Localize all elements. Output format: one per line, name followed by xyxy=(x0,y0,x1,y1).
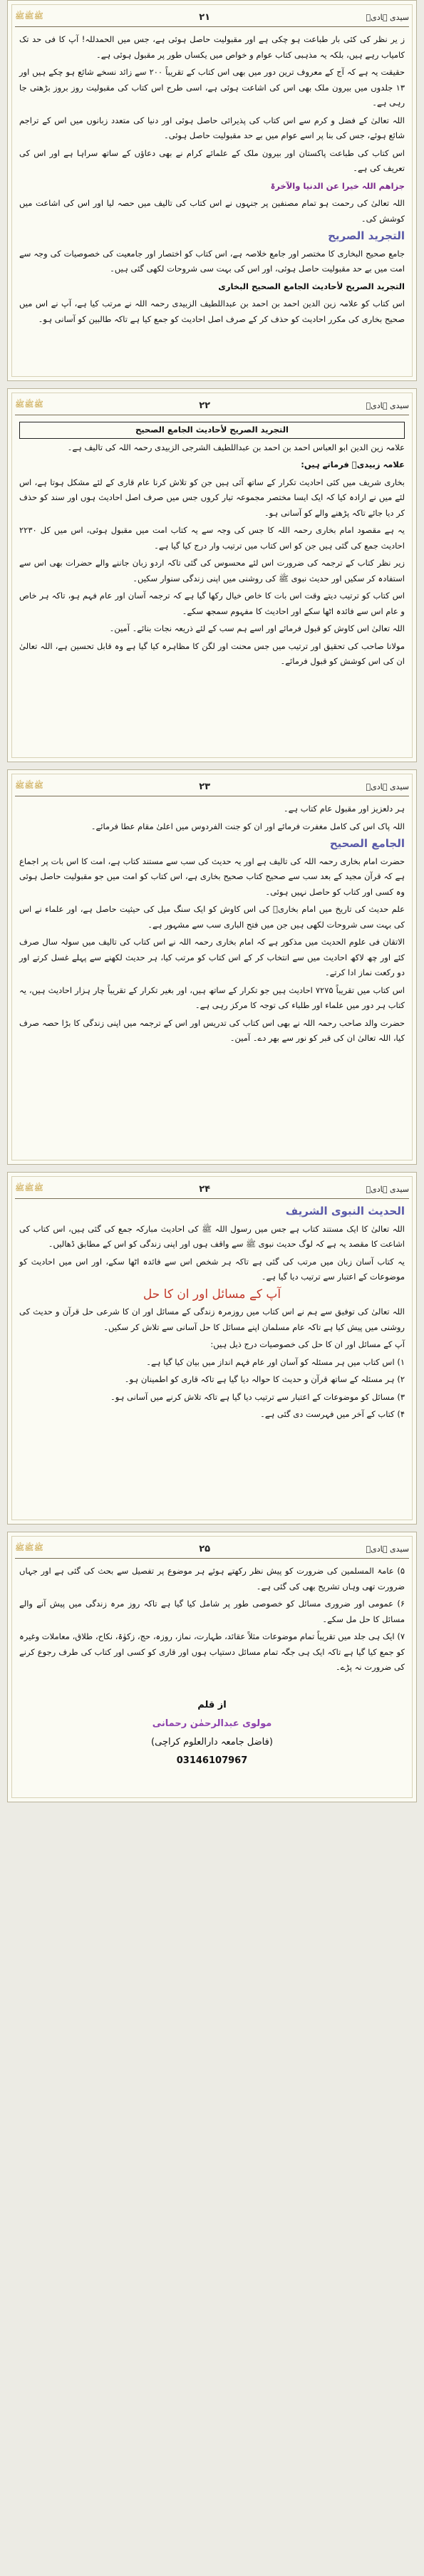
page-number: ۲۴ xyxy=(199,1183,211,1195)
paragraph: علامہ زین الدین ابو العباس احمد بن احمد بن عبداللطیف الشرجی الزبیدی رحمہ اللہ کی تالیف ہے۔ xyxy=(67,442,405,452)
paragraph: جامع صحیح البخاری کا مختصر اور جامع خلاصہ ہے، اس کتاب کو اختصار اور جامعیت کی خصوصیات کی وجہ سے امت میں بے حد مقبولیت حاصل ہوئی، اور اس کی بہت سی شروحات لکھی گئی ہیں۔ xyxy=(19,248,405,274)
book-page-24 xyxy=(7,1172,417,1525)
book-title-line: التجرید الصریح لأحادیث الجامع الصحیح البخاری xyxy=(218,281,405,291)
paragraph: علامہ زبیدیؒ فرماتے ہیں: xyxy=(301,459,405,469)
paragraph: یہ ہے مقصود امام بخاری رحمہ اللہ کا جس کی وجہ سے یہ کتاب امت میں مقبول ہوئی، اس میں کل ۲۲۳۰ احادیث جمع کی گئی ہیں جن کو اس کتاب میں ترتیب وار درج کیا گیا ہے۔ xyxy=(19,525,405,551)
book-page-21 xyxy=(7,0,417,381)
signature-name: مولوی عبدالرحمٰن رحمانی xyxy=(152,1718,272,1729)
header-source-title: سیدی ہادیؒ xyxy=(366,400,409,410)
paragraph: زیر نظر کتاب کے ترجمہ کی ضرورت اس لئے محسوس کی گئی تاکہ اردو زبان جاننے والے حضرات بھی اس سے استفادہ کر سکیں اور حدیث نبوی ﷺ کی روشنی میں اپنی زندگی سنوار سکیں۔ xyxy=(19,558,405,583)
list-item: ۱) اس کتاب میں ہر مسئلہ کو آسان اور عام فہم انداز میں بیان کیا گیا ہے۔ xyxy=(146,1356,405,1367)
header-source-title: سیدی ہادیؒ xyxy=(366,1544,409,1554)
header-flourish: ﷺﷺﷺ xyxy=(15,400,43,409)
paragraph: یہ کتاب آسان زبان میں مرتب کی گئی ہے تاکہ ہر شخص اس سے فائدہ اٹھا سکے، اور اس میں احادیث کو موضوعات کے اعتبار سے ترتیب دیا گیا ہے۔ xyxy=(19,1256,405,1282)
paragraph: اللہ تعالیٰ کا ایک مستند کتاب ہے جس میں رسول اللہ ﷺ کی احادیث مبارکہ جمع کی گئی ہیں، اس کتاب کی اشاعت کا مقصد یہ ہے کہ لوگ حدیث نبوی ﷺ سے واقف ہوں اور اپنی زندگی کو اس کے مطابق ڈھالیں۔ xyxy=(19,1223,405,1249)
header-flourish: ﷺﷺﷺ xyxy=(15,781,43,790)
paragraph: اللہ تعالیٰ اس کاوش کو قبول فرمائے اور اسے ہم سب کے لئے ذریعہ نجات بنائے۔ آمین۔ xyxy=(109,623,405,633)
paragraph: حضرت امام بخاری رحمہ اللہ کی تالیف ہے اور یہ حدیث کی سب سے مستند کتاب ہے، امت کا اس بات پر اجماع ہے کہ قرآن مجید کے بعد سب سے صحیح کتاب صحیح بخاری ہے، اس کتاب کو امت میں جو مقبولیت حاصل ہوئی وہ کسی اور کتاب کو حاصل نہیں ہوئی۔ xyxy=(19,856,405,897)
page-header xyxy=(15,1180,409,1199)
page-number: ۲۲ xyxy=(199,400,211,411)
signature-phone: 03146107967 xyxy=(176,1755,248,1766)
list-item: ۳) مسائل کو موضوعات کے اعتبار سے ترتیب دیا گیا ہے تاکہ تلاش کرنے میں آسانی ہو۔ xyxy=(110,1391,405,1402)
signature-lead: از قلم xyxy=(197,1700,227,1710)
paragraph: اللہ تعالیٰ کے فضل و کرم سے اس کتاب کی پذیرائی حاصل ہوئی اور دنیا کی متعدد زبانوں میں اس کے تراجم شائع ہوئے، جس کی بنا پر اسے عوام میں بے حد مقبولیت حاصل ہوئی۔ xyxy=(19,115,405,140)
paragraph: حضرت والد صاحب رحمہ اللہ نے بھی اس کتاب کی تدریس اور اس کے ترجمہ میں اپنی زندگی کا بڑا حصہ صرف کیا، اللہ تعالیٰ ان کی قبر کو نور سے بھر دے۔ آمین۔ xyxy=(19,1017,405,1043)
header-source-title: سیدی ہادیؒ xyxy=(366,1184,409,1194)
highlighted-dua: جزاھم اللہ خیرا عن الدنیا والآخرۃ xyxy=(270,180,405,191)
page-body xyxy=(19,801,405,1049)
boxed-title: التجرید الصریح لأحادیث الجامع الصحیح xyxy=(19,422,405,439)
paragraph: اس کتاب کو علامہ زین الدین احمد بن احمد بن عبداللطیف الزبیدی رحمہ اللہ نے مرتب کیا ہے، آپ نے اس میں صحیح بخاری کی مکرر احادیث کو حذف کر کے صرف اصل احادیث کو جمع کیا ہے تاکہ طالبین کو آسانی ہو۔ xyxy=(19,298,405,324)
page-body xyxy=(19,420,405,672)
paragraph: اللہ تعالیٰ کی توفیق سے ہم نے اس کتاب میں روزمرہ زندگی کے مسائل اور ان کا شرعی حل قرآن و حدیث کی روشنی میں پیش کیا ہے تاکہ عام مسلمان اپنے مسائل کا حل آسانی سے تلاش کر سکیں۔ xyxy=(19,1307,405,1332)
header-flourish: ﷺﷺﷺ xyxy=(15,11,43,21)
page-number: ۲۳ xyxy=(199,781,211,792)
signature-role: (فاضل جامعہ دارالعلوم کراچی) xyxy=(151,1737,273,1747)
list-item: ۶) عمومی اور ضروری مسائل کو خصوصی طور پر شامل کیا گیا ہے تاکہ روز مرہ زندگی میں پیش آنے والے مسائل کا حل مل سکے۔ xyxy=(19,1599,405,1624)
paragraph: آپ کے مسائل اور ان کا حل کی خصوصیات درج ذیل ہیں: xyxy=(210,1339,405,1349)
list-item: ۲) ہر مسئلہ کے ساتھ قرآن و حدیث کا حوالہ دیا گیا ہے تاکہ قاری کو اطمینان ہو۔ xyxy=(124,1374,405,1384)
book-page-22 xyxy=(7,388,417,762)
calligraphy-heading: الحدیث النبوی الشریف xyxy=(285,1205,405,1217)
page-header xyxy=(15,1539,409,1559)
author-signature xyxy=(8,1696,416,1770)
header-flourish: ﷺﷺﷺ xyxy=(15,1183,43,1193)
page-header xyxy=(15,8,409,27)
list-item: ۷) ایک ہی جلد میں تقریباً تمام موضوعات مثلاً عقائد، طہارت، نماز، روزہ، حج، زکوٰۃ، نکاح، طلاق، معاملات وغیرہ کو جمع کیا گیا ہے تاکہ ایک ہی جگہ تمام مسائل دستیاب ہوں اور قاری کو کسی اور کتاب کی طرف رجوع کرنے کی ضرورت نہ پڑے۔ xyxy=(19,1631,405,1672)
paragraph: حقیقت یہ ہے کہ آج کے معروف ترین دور میں بھی اس کتاب کے تقریباً ۲۰۰ سے زائد نسخے شائع ہو چکے ہیں اور ۱۳ جلدوں میں بیرون ملک بھی اس کی اشاعت ہوئی ہے، اسی طرح اس کتاب کی مقبولیت روز بروز بڑھتی جا رہی ہے۔ xyxy=(19,67,405,108)
paragraph: اللہ پاک اس کی کامل مغفرت فرمائے اور ان کو جنت الفردوس میں اعلیٰ مقام عطا فرمائے۔ xyxy=(91,821,405,831)
header-source-title: سیدی ہادیؒ xyxy=(366,12,409,22)
page-body xyxy=(19,1204,405,1425)
paragraph: اللہ تعالیٰ کی رحمت ہو تمام مصنفین پر جنہوں نے اس کتاب کی تالیف میں حصہ لیا اور اس کی اشاعت میں کوشش کی۔ xyxy=(19,198,405,224)
calligraphy-subheading: آپ کے مسائل اور ان کا حل xyxy=(143,1287,281,1302)
list-item: ۵) عامۃ المسلمین کی ضرورت کو پیش نظر رکھتے ہوئے ہر موضوع پر تفصیل سے بحث کی گئی ہے اور جہاں ضرورت تھی وہاں تشریح بھی کی گئی ہے۔ xyxy=(19,1566,405,1591)
paragraph: علم حدیث کی تاریخ میں امام بخاریؒ کی اس کاوش کو ایک سنگ میل کی حیثیت حاصل ہے، اور علماء نے اس کی بہت سی شروحات لکھی ہیں جن میں فتح الباری سب سے مشہور ہے۔ xyxy=(19,904,405,930)
paragraph: الاتقان فی علوم الحدیث میں مذکور ہے کہ امام بخاری رحمہ اللہ نے اس کتاب کی تالیف میں سولہ سال صرف کئے اور چھ لاکھ احادیث میں سے انتخاب کر کے اس کتاب کو مرتب کیا، ہر حدیث لکھنے سے پہلے غسل کرتے اور دو رکعت نماز ادا کرتے۔ xyxy=(19,937,405,977)
paragraph: بخاری شریف میں کئی احادیث تکرار کے ساتھ آئی ہیں جن کو تلاش کرنا عام قاری کے لئے مشکل ہوتا ہے، اس لئے میں نے ارادہ کیا کہ ایک ایسا مختصر مجموعہ تیار کروں جس میں صرف اصل احادیث ہوں اور سند کو حذف کر دیا جائے تاکہ پڑھنے والے کو آسانی ہو۔ xyxy=(19,477,405,518)
page-body xyxy=(19,32,405,329)
book-page-25 xyxy=(7,1532,417,1802)
page-body xyxy=(19,1564,405,1678)
page-number: ۲۱ xyxy=(199,11,211,23)
header-source-title: سیدی ہادیؒ xyxy=(366,781,409,791)
paragraph: ہر دلعزیز اور مقبول عام کتاب ہے۔ xyxy=(283,804,405,814)
paragraph: اس کتاب کی طباعت پاکستان اور بیرون ملک کے علمائے کرام نے بھی دعاؤں کے ساتھ سراہا ہے اور اس کی تعریف کی ہے۔ xyxy=(19,147,405,173)
book-page-23 xyxy=(7,769,417,1165)
page-header xyxy=(15,396,409,415)
paragraph: ز یر نظر کی کئی بار طباعت ہو چکی ہے اور مقبولیت حاصل ہوئی ہے، جس میں الحمدللہ! آپ کا فی حد تک کامیاب رہے ہیں، بلکہ یہ مذہبی کتاب عوام و خواص میں یکساں طور پر مقبول ہوئی ہے۔ xyxy=(19,34,405,60)
paragraph: مولانا صاحب کی تحقیق اور ترتیب میں جس محنت اور لگن کا مظاہرہ کیا گیا ہے وہ قابل تحسین ہے، اللہ تعالیٰ ان کی اس کوشش کو قبول فرمائے۔ xyxy=(19,640,405,666)
paragraph: اس کتاب میں تقریباً ۷۲۷۵ احادیث ہیں جو تکرار کے ساتھ ہیں، اور بغیر تکرار کے تقریباً چار ہزار احادیث ہیں، یہ کتاب ہر دور میں علماء اور طلباء کی توجہ کا مرکز رہی ہے۔ xyxy=(19,985,405,1010)
calligraphy-heading: الجامع الصحیح xyxy=(329,837,405,850)
header-flourish: ﷺﷺﷺ xyxy=(15,1543,43,1552)
calligraphy-heading: التجرید الصریح xyxy=(328,229,405,242)
page-number: ۲۵ xyxy=(199,1543,211,1554)
paragraph: اس کتاب کو ترتیب دیتے وقت اس بات کا خاص خیال رکھا گیا ہے کہ ترجمہ آسان اور عام فہم ہو، تاکہ ہر خاص و عام اس سے فائدہ اٹھا سکے اور احادیث کا مفہوم سمجھ سکے۔ xyxy=(19,591,405,616)
list-item: ۴) کتاب کے آخر میں فہرست دی گئی ہے۔ xyxy=(260,1409,405,1419)
page-header xyxy=(15,777,409,796)
